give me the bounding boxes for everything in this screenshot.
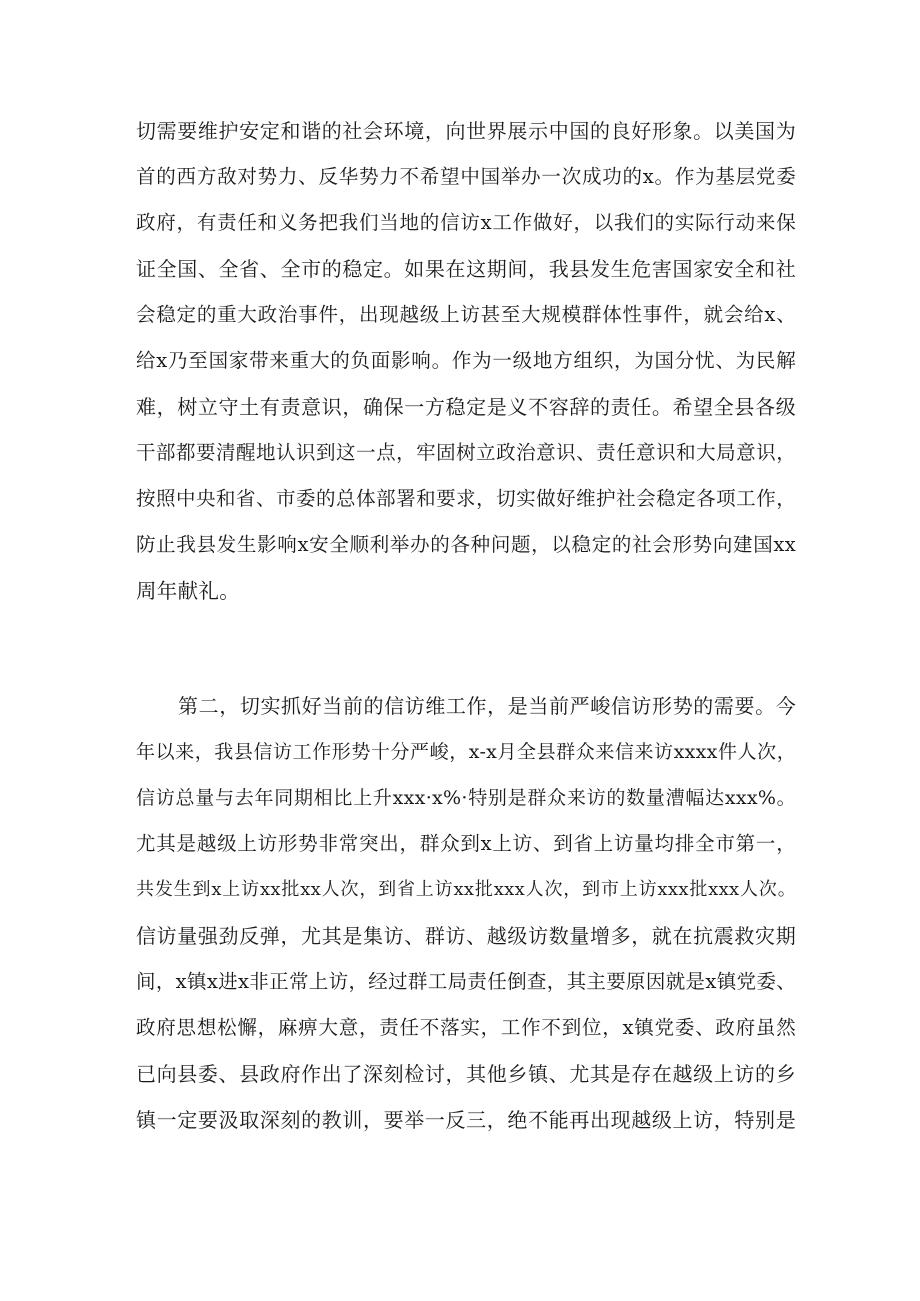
paragraph-line: 干部都要清醒地认识到这一点，牢固树立政治意识、责任意识和大局意识， [136, 441, 796, 464]
paragraph-line: 防止我县发生影响x安全顺利举办的各种问题，以稳定的社会形势向建国xx [136, 533, 796, 556]
paragraph-line: 切需要维护安定和谐的社会环境，向世界展示中国的良好形象。以美国为 [136, 119, 796, 143]
paragraph-line: 信访总量与去年同期相比上升xxx·x%·特别是群众来访的数量漕幅达xxx%。 [136, 787, 796, 809]
paragraph-2 [136, 683, 796, 1143]
paragraph-line: 周年献礼。 [136, 579, 240, 603]
paragraph-line: 政府思想松懈，麻痹大意，责任不落实，工作不到位，x镇党委、政府虽然 [136, 1016, 796, 1039]
paragraph-line: 尤其是越级上访形势非常突出，群众到x上访、到省上访量均排全市第一， [136, 832, 796, 855]
paragraph-line: 给x乃至国家带来重大的负面影响。作为一级地方组织，为国分忧、为民解 [136, 349, 796, 372]
paragraph-1 [136, 108, 796, 614]
paragraph-line: 难，树立守土有责意识，确保一方稳定是义不容辞的责任。希望全县各级 [136, 395, 796, 419]
paragraph-line: 已向县委、县政府作出了深刻检讨，其他乡镇、尤其是存在越级上访的乡 [136, 1062, 796, 1086]
paragraph-line: 首的西方敌对势力、反华势力不希望中国举办一次成功的x。作为基层党委 [136, 165, 796, 188]
paragraph-line: 第二，切实抓好当前的信访维工作，是当前严峻信访形势的需要。今 [178, 694, 796, 718]
paragraph-line: 间，x镇x进x非正常上访，经过群工局责任倒查，其主要原因就是x镇党委、 [136, 970, 796, 993]
paragraph-line: 会稳定的重大政治事件，出现越级上访甚至大规模群体性事件，就会给x、 [136, 303, 796, 326]
paragraph-line: 政府，有责任和义务把我们当地的信访x工作做好，以我们的实际行动来保 [136, 211, 796, 234]
paragraph-line: 共发生到x上访xx批xx人次，到省上访xx批xxx人次，到市上访xxx批xxx人次。 [136, 879, 796, 900]
paragraph-line: 年以来，我县信访工作形势十分严峻，x-x月全县群众来信来访xxxx件人次， [136, 741, 796, 763]
paragraph-line: 镇一定要汲取深刻的教训，要举一反三，绝不能再出现越级上访，特别是 [136, 1108, 796, 1132]
paragraph-line: 证全国、全省、全市的稳定。如果在这期间，我县发生危害国家安全和社 [136, 257, 796, 281]
paragraph-line: 按照中央和省、市委的总体部署和要求，切实做好维护社会稳定各项工作， [136, 487, 796, 510]
paragraph-line: 信访量强劲反弹，尤其是集访、群访、越级访数量增多，就在抗震救灾期 [136, 924, 796, 948]
